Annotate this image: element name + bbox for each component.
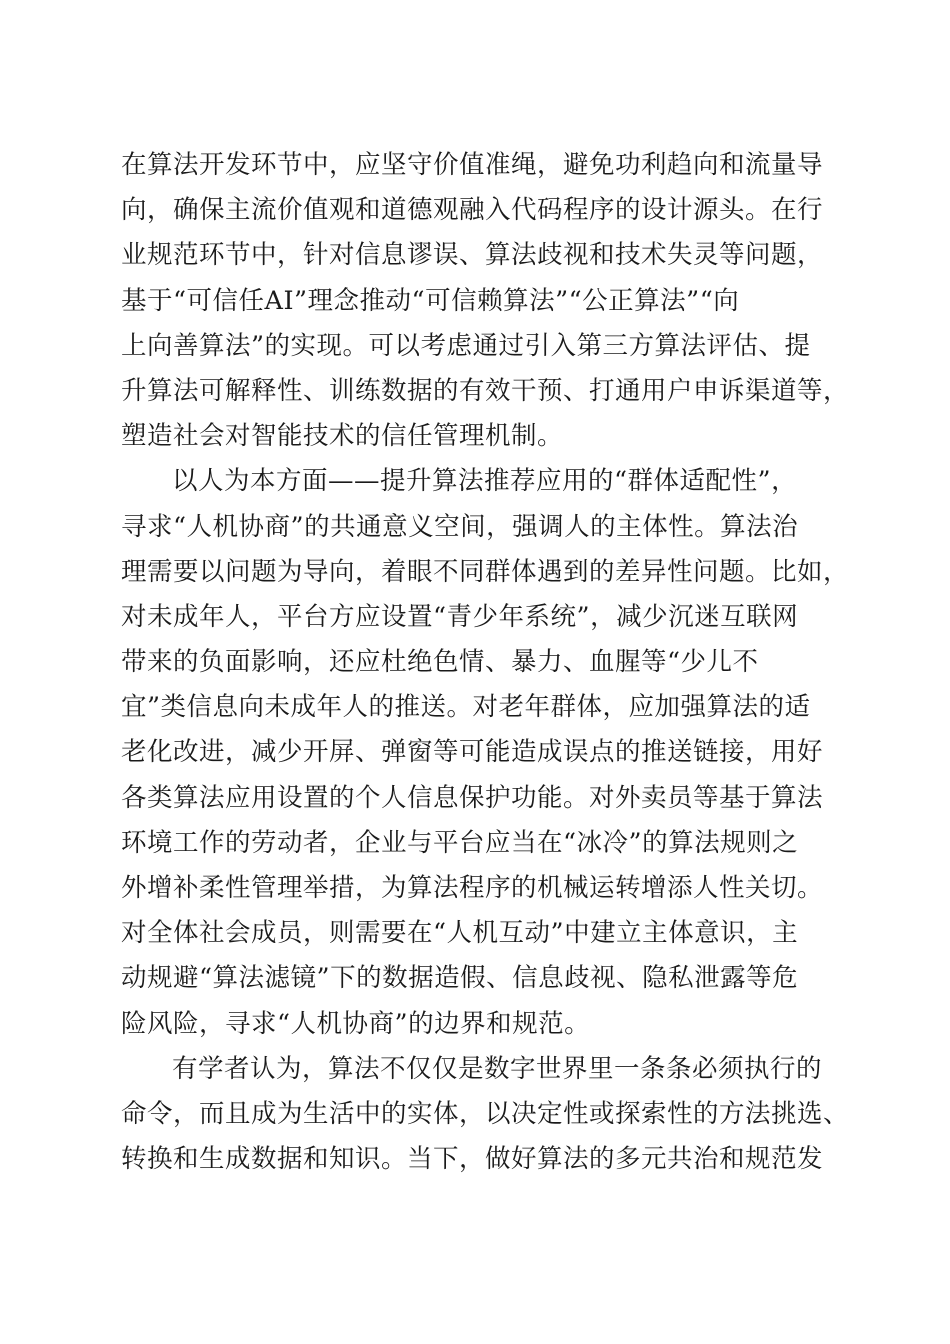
text-line: 险风险，寻求“人机协商”的边界和规范。 <box>121 1008 591 1039</box>
text-line: 基于“可信任AI”理念推动“可信赖算法”“公正算法”“向 <box>121 285 740 316</box>
text-line: 命令，而且成为生活中的实体，以决定性或探索性的方法挑选、 <box>121 1098 850 1129</box>
text-line: 寻求“人机协商”的共通意义空间，强调人的主体性。算法治 <box>121 511 799 542</box>
text-line: 业规范环节中，针对信息谬误、算法歧视和技术失灵等问题， <box>121 240 824 271</box>
text-line: 塑造社会对智能技术的信任管理机制。 <box>121 421 564 452</box>
text-line: 上向善算法”的实现。可以考虑通过引入第三方算法评估、提 <box>121 330 811 361</box>
text-line: 外增补柔性管理举措，为算法程序的机械运转增添人性关切。 <box>121 873 824 903</box>
text-line: 理需要以问题为导向，着眼不同群体遇到的差异性问题。比如， <box>121 556 850 587</box>
text-line: 向，确保主流价值观和道德观融入代码程序的设计源头。在行 <box>121 195 824 226</box>
body-text <box>121 143 850 1182</box>
text-line: 对全体社会成员，则需要在“人机互动”中建立主体意识，主 <box>121 918 799 949</box>
text-line: 老化改进，减少开屏、弹窗等可能造成误点的推送链接，用好 <box>121 737 824 768</box>
text-line: 对未成年人，平台方应设置“青少年系统”，减少沉迷互联网 <box>121 601 799 632</box>
text-line: 带来的负面影响，还应杜绝色情、暴力、血腥等“少儿不 <box>121 647 759 678</box>
text-line: 在算法开发环节中，应坚守价值准绳，避免功利趋向和流量导 <box>121 150 824 180</box>
text-line: 宜”类信息向未成年人的推送。对老年群体，应加强算法的适 <box>121 692 811 723</box>
text-line: 转换和生成数据和知识。当下，做好算法的多元共治和规范发 <box>121 1144 824 1175</box>
paragraph-start-line: 有学者认为，算法不仅仅是数字世界里一条条必须执行的 <box>172 1053 823 1084</box>
text-line: 各类算法应用设置的个人信息保护功能。对外卖员等基于算法 <box>121 782 824 813</box>
text-line: 动规避“算法滤镜”下的数据造假、信息歧视、隐私泄露等危 <box>121 963 799 994</box>
paragraph-start-line: 以人为本方面——提升算法推荐应用的“群体适配性”， <box>172 466 798 497</box>
text-line: 升算法可解释性、训练数据的有效干预、打通用户申诉渠道等， <box>121 375 850 406</box>
text-line: 环境工作的劳动者，企业与平台应当在“冰冷”的算法规则之 <box>121 827 799 858</box>
